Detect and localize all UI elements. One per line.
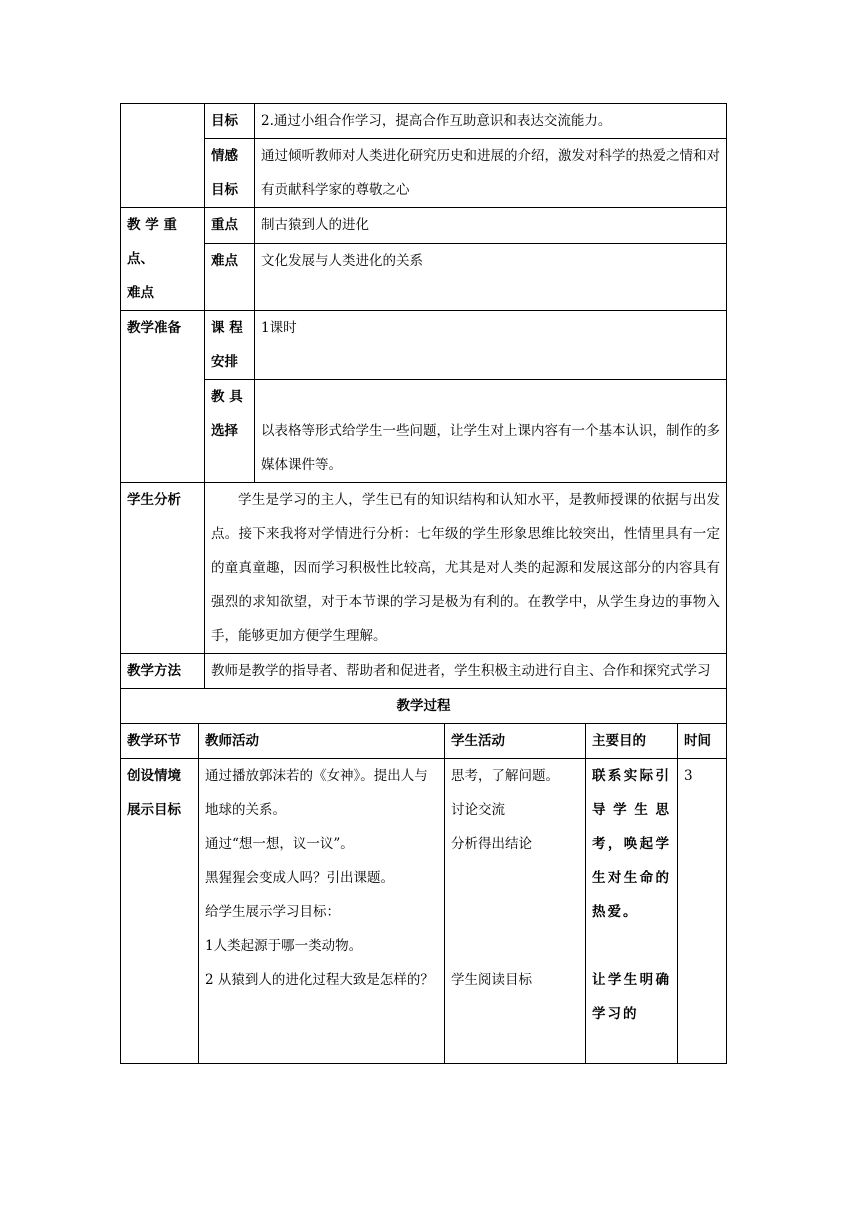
header-stage: 教学环节 <box>121 724 199 759</box>
difficulty-row <box>121 244 727 311</box>
objective-label: 目标 <box>205 104 255 139</box>
tools-text: 以表格等形式给学生一些问题，让学生对上课内容有一个基本认识，制作的多媒体课件等。 <box>255 380 727 483</box>
process-row-intro <box>121 759 727 1064</box>
schedule-label-line2: 安排 <box>211 354 238 370</box>
objective-text: 2.通过小组合作学习，提高合作互助意识和表达交流能力。 <box>255 104 727 139</box>
difficulty-label: 难点 <box>205 244 255 311</box>
tools-label-line2: 选择 <box>211 423 238 439</box>
lesson-plan-page <box>120 103 726 1064</box>
emotion-label-line1: 情感 <box>211 148 238 164</box>
header-teacher-activity: 教师活动 <box>199 724 445 759</box>
tools-label <box>205 380 255 483</box>
process-title: 教学过程 <box>121 689 727 724</box>
key-points-label-line2: 点、 <box>127 251 154 267</box>
student-analysis-label: 学生分析 <box>121 483 205 654</box>
emotion-label-line2: 目标 <box>211 182 238 198</box>
stage-cell <box>121 759 199 1064</box>
stage-line1: 创设情境 <box>127 768 181 784</box>
tools-label-line1: 教 具 <box>211 389 243 405</box>
key-points-label <box>121 208 205 311</box>
process-table <box>120 723 727 1064</box>
analysis-table <box>120 482 727 724</box>
student-line: 学生阅读目标 <box>451 972 532 988</box>
purpose-text-1: 联系实际引导学生思考，唤起学生对生命的热爱。 <box>592 768 671 920</box>
student-spacer <box>451 861 579 963</box>
schedule-text: 1课时 <box>255 311 727 380</box>
objective-row-ability <box>121 104 727 139</box>
student-line: 思考，了解问题。 <box>451 768 559 784</box>
student-line: 分析得出结论 <box>451 836 532 852</box>
tools-row <box>121 380 727 483</box>
focus-label: 重点 <box>205 208 255 244</box>
key-points-label-line3: 难点 <box>127 285 154 301</box>
key-point-row <box>121 208 727 244</box>
teacher-activity-cell <box>199 759 445 1064</box>
method-label: 教学方法 <box>121 654 205 689</box>
preparation-label: 教学准备 <box>121 311 205 483</box>
time-cell: 3 <box>678 759 727 1064</box>
header-purpose: 主要目的 <box>586 724 678 759</box>
header-time: 时间 <box>678 724 727 759</box>
schedule-label <box>205 311 255 380</box>
student-activity-cell <box>445 759 586 1064</box>
objective-row-emotion <box>121 139 727 208</box>
difficulty-text: 文化发展与人类进化的关系 <box>255 244 727 311</box>
teacher-line: 2 从猿到人的进化过程大致是怎样的？ <box>205 972 434 988</box>
method-text: 教师是教学的指导者、帮助者和促进者，学生积极主动进行自主、合作和探究式学习 <box>205 654 727 689</box>
key-points-label-line1: 教 学 重 <box>127 217 177 233</box>
emotion-objective-text: 通过倾听教师对人类进化研究历史和进展的介绍，激发对科学的热爱之情和对有贡献科学家的尊敬之心 <box>255 139 727 208</box>
teacher-line: 1人类起源于哪一类动物。 <box>205 938 363 954</box>
teacher-line: 通过“想一想，议一议”。 <box>205 836 354 852</box>
purpose-spacer <box>592 929 671 963</box>
lesson-info-table <box>120 103 727 483</box>
teacher-line: 黑猩猩会变成人吗？引出课题。 <box>205 870 394 886</box>
student-analysis-row <box>121 483 727 654</box>
student-line: 讨论交流 <box>451 802 505 818</box>
focus-text: 制古猿到人的进化 <box>255 208 727 244</box>
schedule-row <box>121 311 727 380</box>
purpose-cell <box>586 759 678 1064</box>
header-student-activity: 学生活动 <box>445 724 586 759</box>
objectives-empty-cell <box>121 104 205 208</box>
student-analysis-text: 学生是学习的主人，学生已有的知识结构和认知水平，是教师授课的依据与出发点。接下来我将对学情进行分析：七年级的学生形象思维比较突出，性情里具有一定的童真童趣，因而学习积极性比较高，尤其是对人类的起源和发展这部分的内容具有强烈的求知欲望，对于本节课的学习是极为有利的。在教学中，从学生身边的事物入手，能够更加方便学生理解。 <box>205 483 727 654</box>
method-row <box>121 654 727 689</box>
stage-line2: 展示目标 <box>127 802 181 818</box>
emotion-objective-label <box>205 139 255 208</box>
process-title-row <box>121 689 727 724</box>
schedule-label-line1: 课 程 <box>211 320 243 336</box>
teacher-line: 通过播放郭沫若的《女神》。提出人与地球的关系。 <box>205 768 428 818</box>
process-header-row <box>121 724 727 759</box>
purpose-text-2: 让学生明确学习的 <box>592 972 671 1022</box>
teacher-line: 给学生展示学习目标： <box>205 904 340 920</box>
